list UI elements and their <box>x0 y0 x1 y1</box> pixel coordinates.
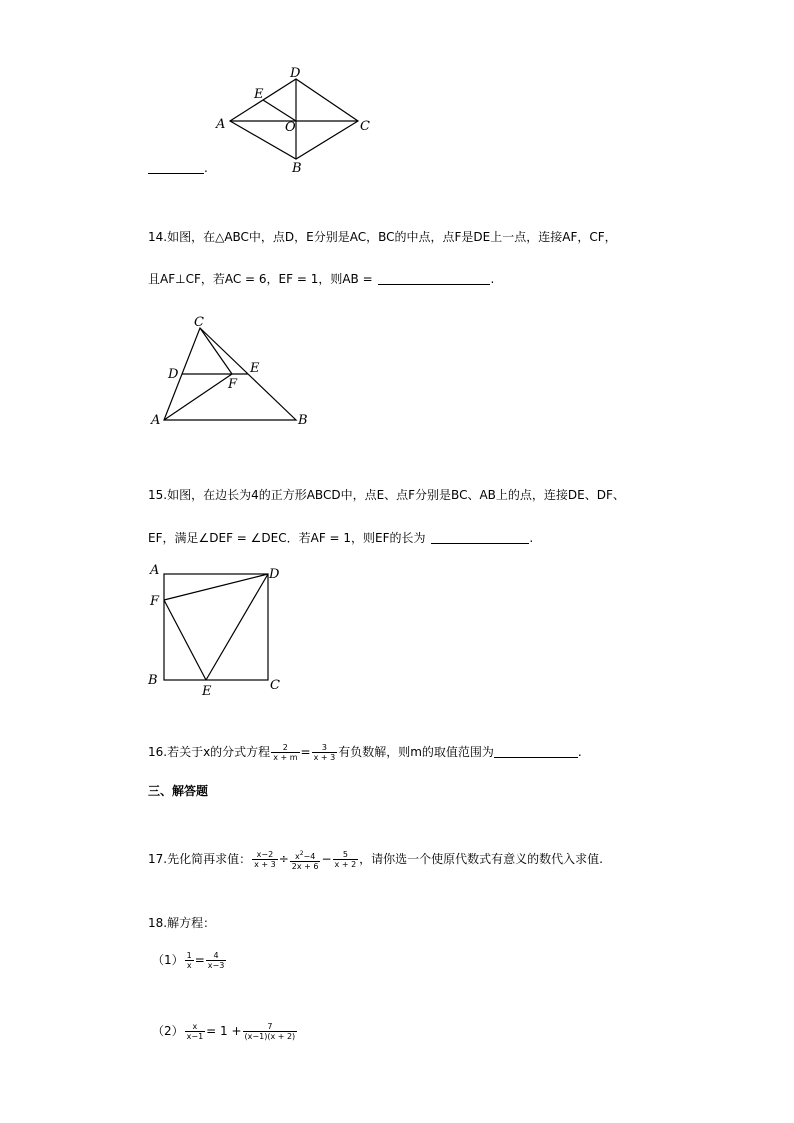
q16-fraction-1: $\frac{2}{x + m}$ <box>273 743 298 762</box>
q14-answer-blank[interactable] <box>378 272 490 285</box>
label-C: C <box>194 315 204 330</box>
segment-EO <box>263 100 296 121</box>
q15-square-figure <box>144 562 294 698</box>
segment-DF <box>164 574 268 600</box>
label-D: D <box>290 66 301 81</box>
q15-answer-blank[interactable] <box>431 531 529 544</box>
label-E: E <box>202 684 212 698</box>
label-A: A <box>150 563 160 578</box>
q17-fraction-2: $\frac{x^2-4}{2x + 6}$ <box>291 849 319 871</box>
label-B: B <box>148 673 158 688</box>
label-F: F <box>150 594 160 609</box>
q18-part-1: （1） $\frac{1}{x}$ = $\frac{4}{x-3}$ <box>152 951 225 970</box>
q17-text: 17.先化简再求值： $\frac{x-2}{x + 3}$ ÷ $\frac{x^2-4}{2x + 6}$ − $\frac{5}{x + 2}$ ，请你选一个使原代数式有意义的数代入求值. <box>148 849 603 871</box>
q18-p1-fraction-1: $\frac{1}{x}$ <box>186 951 192 970</box>
segment-CF <box>200 328 232 374</box>
q18-p1-fraction-2: $\frac{4}{x-3}$ <box>207 951 225 970</box>
q16-fraction-2: $\frac{3}{x + 3}$ <box>313 743 336 762</box>
q18-p2-fraction-1: $\frac{x}{x-1}$ <box>186 1022 204 1041</box>
q14-text-line2: 且AF⊥CF，若AC = 6，EF = 1，则AB = . <box>148 272 495 286</box>
label-F: F <box>228 377 238 392</box>
q18-title: 18.解方程： <box>148 916 216 930</box>
q13-answer-line: . <box>148 160 208 176</box>
label-A: A <box>151 413 161 428</box>
q13-rhombus-figure <box>210 64 380 176</box>
q18-part-2: （2） $\frac{x}{x-1}$ = 1 + $\frac{7}{(x-1)(x + 2)}$ <box>152 1022 296 1041</box>
rhombus-outline <box>230 79 358 159</box>
q15-text-line1: 15.如图，在边长为4的正方形ABCD中，点E、点F分别是BC、AB上的点，连接DE、DF、 <box>148 488 625 502</box>
label-C: C <box>360 119 370 134</box>
label-D: D <box>269 567 280 582</box>
square-ABCD <box>164 574 268 680</box>
section-3-title: 三、解答题 <box>148 784 209 798</box>
label-B: B <box>292 161 302 176</box>
q16-text: 16.若关于x的分式方程 $\frac{2}{x + m}$ = $\frac{3}{x + 3}$ 有负数解，则m的取值范围为 . <box>148 743 582 762</box>
label-E: E <box>254 87 264 102</box>
segment-DE <box>206 574 268 680</box>
label-D: D <box>168 367 179 382</box>
label-B: B <box>298 413 308 428</box>
q16-answer-blank[interactable] <box>494 745 578 758</box>
label-A: A <box>216 117 226 132</box>
label-C: C <box>270 678 280 693</box>
q14-triangle-figure <box>148 312 318 432</box>
segment-FE <box>164 600 206 680</box>
q17-fraction-3: $\frac{5}{x + 2}$ <box>334 850 357 869</box>
label-O: O <box>285 120 296 135</box>
q14-text-line1: 14.如图，在△ABC中，点D，E分别是AC，BC的中点，点F是DE上一点，连接AF，CF， <box>148 230 617 244</box>
q13-answer-blank[interactable] <box>148 161 204 174</box>
q15-text-line2: EF，满足∠DEF = ∠DEC．若AF = 1，则EF的长为 . <box>148 531 534 545</box>
q17-fraction-1: $\frac{x-2}{x + 3}$ <box>254 850 276 869</box>
label-E: E <box>250 361 260 376</box>
q18-p2-fraction-2: $\frac{7}{(x-1)(x + 2)}$ <box>244 1022 296 1041</box>
